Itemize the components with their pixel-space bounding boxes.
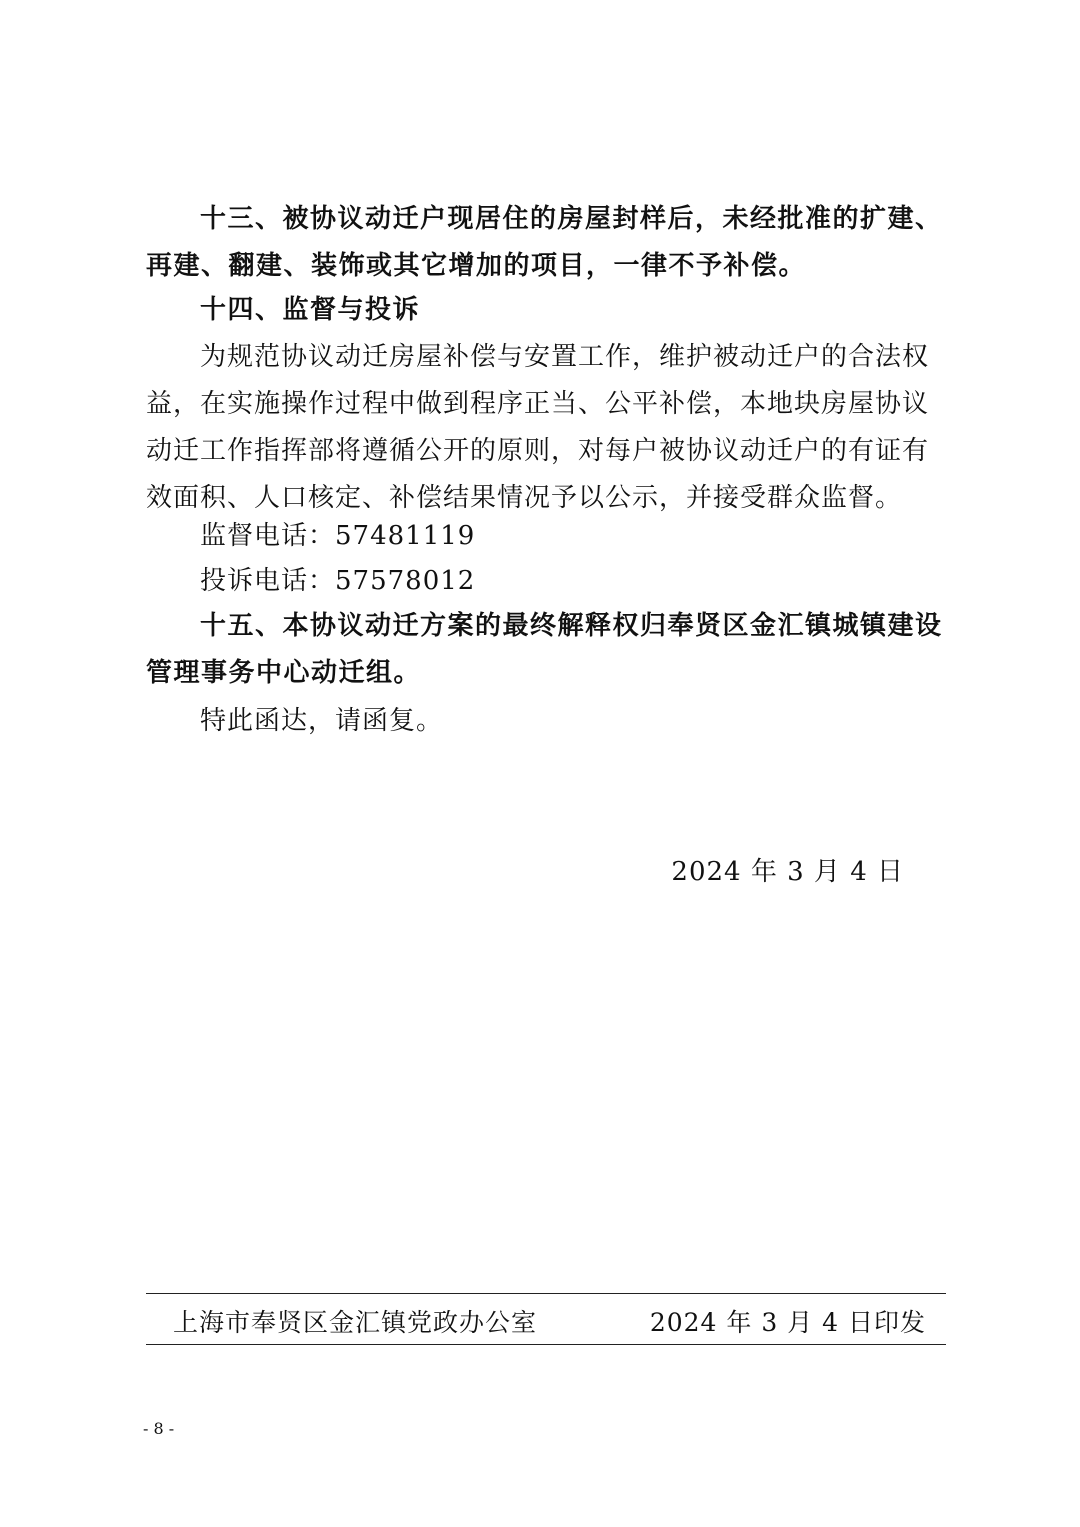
footer-issue-date: 2024 年 3 月 4 日印发 <box>649 1308 926 1337</box>
footer-issuer: 上海市奉贤区金汇镇党政办公室 <box>173 1308 538 1337</box>
footer-top-rule <box>146 1293 946 1294</box>
footer-bottom-rule <box>146 1344 946 1345</box>
closing-line: 特此函达，请函复。 <box>200 706 444 736</box>
document-date: 2024 年 3 月 4 日 <box>671 857 904 887</box>
item-14-body-paragraph: 为规范协议动迁房屋补偿与安置工作，维护被动迁户的合法权益，在实施操作过程中做到程序正当、公平补偿，本地块房屋协议动迁工作指挥部将遵循公开的原则，对每户被协议动迁户的有证有效面积、人口核定、补偿结果情况予以公示，并接受群众监督。 <box>146 342 930 513</box>
item-14-heading: 十四、监督与投诉 <box>200 295 421 325</box>
page-number: - 8 - <box>143 1419 175 1438</box>
item-15-paragraph: 十五、本协议动迁方案的最终解释权归奉贤区金汇镇城镇建设管理事务中心动迁组。 <box>146 611 943 688</box>
item-13-paragraph: 十三、被协议动迁户现居住的房屋封样后，未经批准的扩建、再建、翻建、装饰或其它增加的项目，一律不予补偿。 <box>146 204 943 281</box>
supervision-phone: 监督电话：57481119 <box>200 521 476 551</box>
complaint-phone: 投诉电话：57578012 <box>200 566 476 596</box>
